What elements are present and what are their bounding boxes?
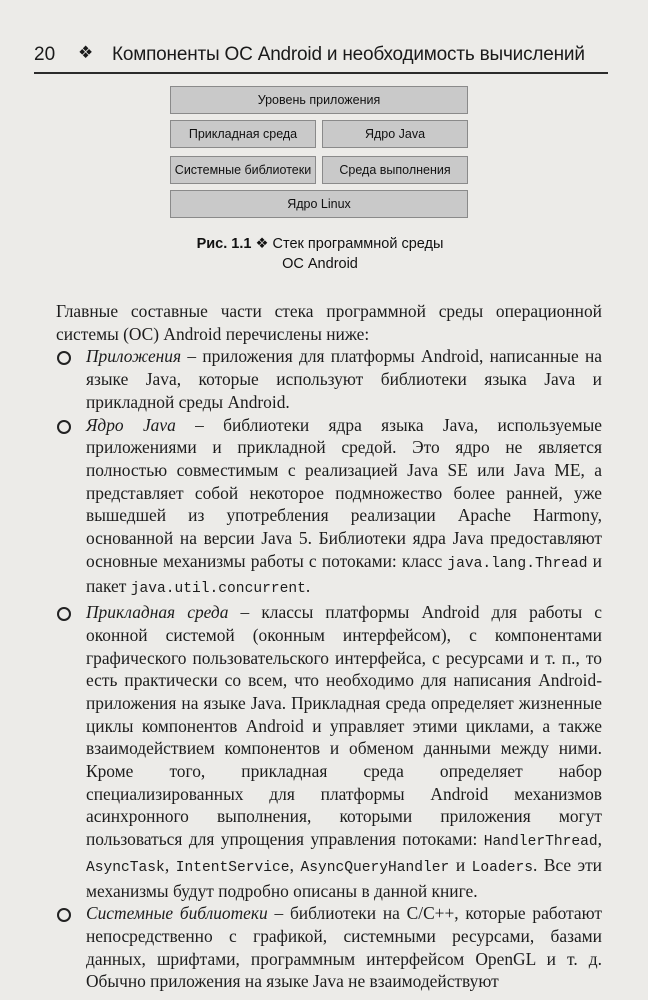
item-text: и пакет [86,550,602,597]
code-intentservice: IntentService [175,859,290,876]
code-asyncqueryhandler: AsyncQueryHandler [300,859,450,876]
term-app-framework: Прикладная среда [86,602,229,623]
list-item-applications [56,345,602,413]
caption-label: Рис. 1.1 [196,236,252,252]
term-system-libraries: Системные библиотеки [86,903,268,924]
list-item-system-libraries [56,902,602,993]
chapter-title: Компоненты ОС Android и необходимость вычислений [112,44,585,65]
layer-system-libraries: Системные библиотеки [170,156,316,184]
bullet-icon [57,420,71,434]
term-applications: Приложения [86,346,182,367]
code-asynctask: AsyncTask [86,859,165,876]
code-java-util-concurrent: java.util.concurrent [130,581,306,598]
item-text: – библиотеки на C/C++, которые работают непосредственно с графикой, системными ресурсами, базами данных, шрифтами, программным интерфейсом OpenGL и т. д. Обычно приложения на языке Java не взаимодействуют [86,903,603,992]
header-rule [34,72,608,74]
term-java-core: Ядро Java [86,414,176,435]
bullet-icon [57,607,71,621]
body-text [56,300,602,993]
caption-diamond-icon: ❖ [255,236,269,252]
running-header [34,42,608,76]
code-loaders: Loaders [471,859,533,876]
item-text: . Все эти механизмы будут подробно описаны в данной книге. [86,854,602,901]
list-item-java-core [56,414,602,602]
item-text: – приложения для платформы Android, написанные на языке Java, которые используют библиотеки языка Java и прикладной среды Android. [86,346,602,412]
item-text: – библиотеки ядра языка Java, используемые приложениями и прикладной средой. Это ядро не является полностью совместимым с реализацией Java SE или Java ME, а представляет собой некоторое подмножество более ранней, уже вышедшей из употребления реализации Apache Harmony, основанной на версии Java 5. Библиотеки ядра Java предоставляют основные механизмы работы с потоками: класс [86,414,602,571]
bullet-icon [57,908,71,922]
header-diamond-icon: ❖ [78,43,94,62]
layer-app-level: Уровень приложения [170,86,468,114]
item-text: , [289,854,301,875]
item-text: . [305,576,311,597]
android-stack-figure [170,86,468,222]
layer-app-framework: Прикладная среда [170,120,316,148]
caption-text: Стек программной среды [272,236,444,252]
caption-text-line2: ОС Android [282,256,358,272]
intro-paragraph: Главные составные части стека программной среды операционной системы (ОС) Android перечислены ниже: [56,301,602,344]
code-handlerthread: HandlerThread [483,834,598,851]
code-java-lang-thread: java.lang.Thread [447,555,588,572]
item-text: – классы платформы Android для работы с оконной системой (оконным интерфейсом), с компонентами графического пользовательского интерфейса, с ресурсами и т. п., то есть практически со всем, что необходимо для написания Android-приложения на языке Java. Прикладная среда определяет жизненные циклы компонентов Android и управляет этими циклами, а также взаимодействием компонентов и обменом данными между ними. Кроме того, прикладная среда определяет набор специализированных для платформы Android механизмов асинхронного выполнения, которыми приложения могут пользоваться для упрощения управления потоками: [86,602,602,850]
layer-java-core: Ядро Java [322,120,468,148]
item-text: , [597,829,602,850]
bullet-icon [57,351,71,365]
item-text: и [449,854,472,875]
layer-runtime: Среда выполнения [322,156,468,184]
layer-linux-kernel: Ядро Linux [170,190,468,218]
list-item-app-framework [56,601,602,902]
page-number: 20 [34,44,56,65]
item-text: , [164,854,176,875]
figure-caption [160,234,480,274]
